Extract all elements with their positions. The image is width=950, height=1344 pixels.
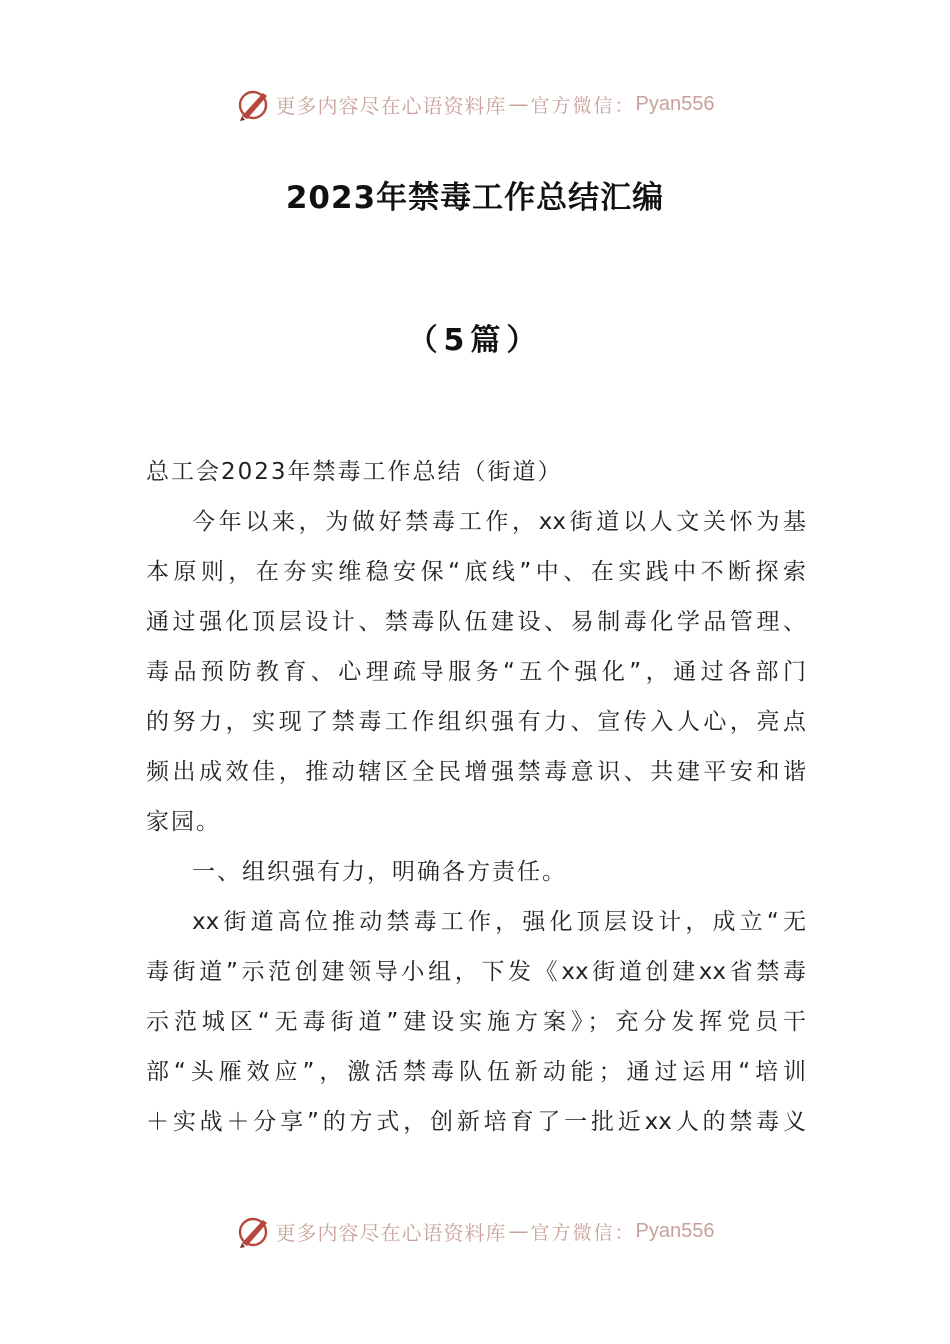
paragraph-line: 示范城区“无毒街道”建设实施方案》；充分发挥党员干 — [146, 1009, 806, 1035]
pen-logo-icon — [236, 1213, 272, 1249]
paragraph-line: 毒品预防教育、心理疏导服务“五个强化”，通过各部门 — [146, 659, 806, 685]
document-body — [146, 452, 806, 1152]
paragraph-line: 毒街道”示范创建领导小组，下发《xx街道创建xx省禁毒 — [146, 959, 806, 985]
watermark-contact-id: Pyan556 — [635, 1219, 715, 1242]
watermark-contact-label: 官方微信： — [530, 1221, 636, 1244]
watermark-text: 更多内容尽在心语资料库 — [275, 93, 507, 118]
paragraph-line: 通过强化顶层设计、禁毒队伍建设、易制毒化学品管理、 — [146, 609, 806, 635]
watermark-separator: — — [508, 1219, 529, 1243]
paragraph-line: 的努力，实现了禁毒工作组织强有力、宣传入人心，亮点 — [146, 709, 806, 735]
paragraph-line: 家园。 — [146, 809, 221, 835]
watermark-text: 更多内容尽在心语资料库 — [275, 1220, 507, 1245]
footer-watermark — [0, 1211, 950, 1251]
paragraph-line: xx街道高位推动禁毒工作，强化顶层设计，成立“无 — [192, 909, 806, 935]
subsection-heading: 一、组织强有力，明确各方责任。 — [192, 859, 567, 885]
section-heading: 总工会2023年禁毒工作总结（街道） — [146, 459, 563, 485]
document-subtitle: （5篇） — [407, 323, 543, 358]
watermark-contact-label: 官方微信： — [530, 94, 636, 117]
header-watermark — [0, 84, 950, 124]
pen-logo-icon — [236, 86, 272, 122]
paragraph-line: ＋实战＋分享”的方式，创新培育了一批近xx人的禁毒义 — [146, 1109, 806, 1135]
document-title: 2023年禁毒工作总结汇编 — [285, 180, 665, 216]
paragraph-line: 频出成效佳，推动辖区全民增强禁毒意识、共建平安和谐 — [146, 759, 806, 785]
paragraph-line: 今年以来，为做好禁毒工作，xx街道以人文关怀为基 — [192, 509, 806, 535]
paragraph-line: 部“头雁效应”，激活禁毒队伍新动能；通过运用“培训 — [146, 1059, 806, 1085]
watermark-contact-id: Pyan556 — [635, 92, 715, 115]
watermark-separator: — — [508, 92, 529, 116]
paragraph-line: 本原则，在夯实维稳安保“底线”中、在实践中不断探索 — [146, 559, 806, 585]
